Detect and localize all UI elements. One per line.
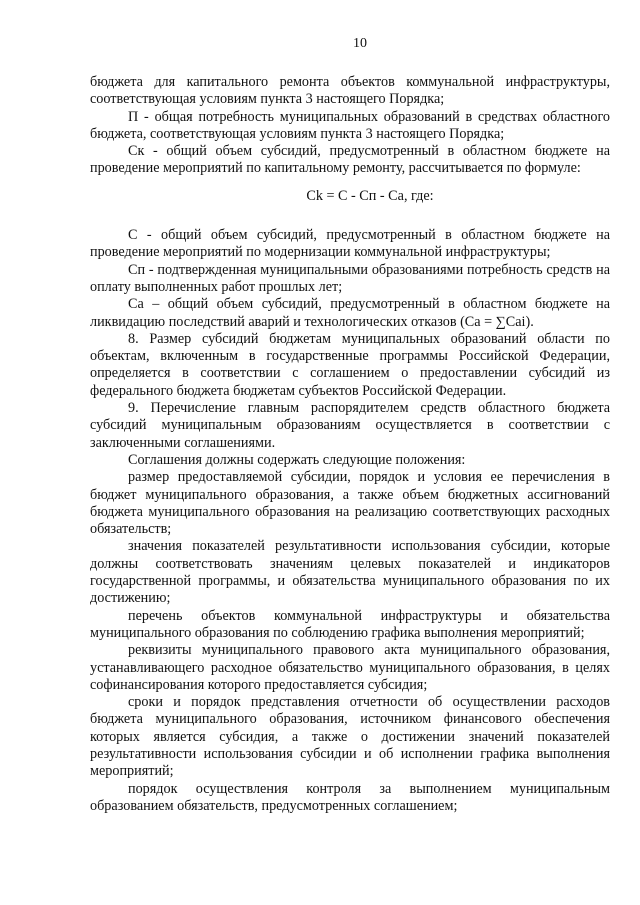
paragraph-sa-definition: Са – общий объем субсидий, предусмотренный в областном бюджете на ликвидацию последствий аварий и технологических отказов (Са = ∑Саi). — [90, 296, 610, 330]
page-number: 10 — [353, 36, 367, 51]
formula: Ck = С - Сп - Са, где: — [306, 187, 434, 204]
paragraph-item-8: 8. Размер субсидий бюджетам муниципальных образований области по объектам, включенным в государственные программы Российской Федерации, определяется в соответствии с соглашением о предоставлении субсидий из федерального бюджета бюджетам субъектов Российской Федерации. — [90, 330, 610, 399]
paragraph-provision-3: перечень объектов коммунальной инфраструктуры и обязательства муниципального образования по соблюдению графика выполнения мероприятий; — [90, 607, 610, 641]
paragraph-provision-5: сроки и порядок представления отчетности об осуществлении расходов бюджета муниципального образования, источником финансового обеспечения которых является субсидия, а также о достижении значений показателей результативности использования субсидии и об исполнении графика выполнения мероприятий; — [90, 694, 610, 780]
paragraph-sp-definition: Сп - подтвержденная муниципальными образованиями потребность средств на оплату выполненных работ прошлых лет; — [90, 261, 610, 295]
paragraph-p-definition: П - общая потребность муниципальных образований в средствах областного бюджета, соответствующая условиям пункта 3 настоящего Порядка; — [90, 108, 610, 142]
paragraph-provision-1: размер предоставляемой субсидии, порядок и условия ее перечисления в бюджет муниципального образования, а также объем бюджетных ассигнований бюджета муниципального образования на реализацию соответствующих расходных обязательств; — [90, 469, 610, 538]
paragraph-provision-4: реквизиты муниципального правового акта муниципального образования, устанавливающего расходное обязательство муниципального образования, в целях софинансирования которого предоставляется субсидия; — [90, 642, 610, 693]
paragraph-sk-definition: Ск - общий объем субсидий, предусмотренный в областном бюджете на проведение мероприятий по капитальному ремонту, рассчитывается по формуле: — [90, 143, 610, 177]
paragraph-provision-6: порядок осуществления контроля за выполнением муниципальным образованием обязательств, предусмотренных соглашением; — [90, 780, 610, 814]
paragraph-continuation: бюджета для капитального ремонта объектов коммунальной инфраструктуры, соответствующая условиям пункта 3 настоящего Порядка; — [90, 74, 610, 108]
paragraph-c-definition: С - общий объем субсидий, предусмотренный в областном бюджете на проведение мероприятий по модернизации коммунальной инфраструктуры; — [90, 227, 610, 261]
paragraph-provision-2: значения показателей результативности использования субсидии, которые должны соответствовать значениям целевых показателей и индикаторов государственной программы, и обязательства муниципального образования по их достижению; — [90, 538, 610, 607]
paragraph-agreements-intro: Соглашения должны содержать следующие положения: — [128, 451, 466, 468]
paragraph-item-9: 9. Перечисление главным распорядителем средств областного бюджета субсидий муниципальным образованиям осуществляется в соответствии с заключенными соглашениями. — [90, 400, 610, 451]
